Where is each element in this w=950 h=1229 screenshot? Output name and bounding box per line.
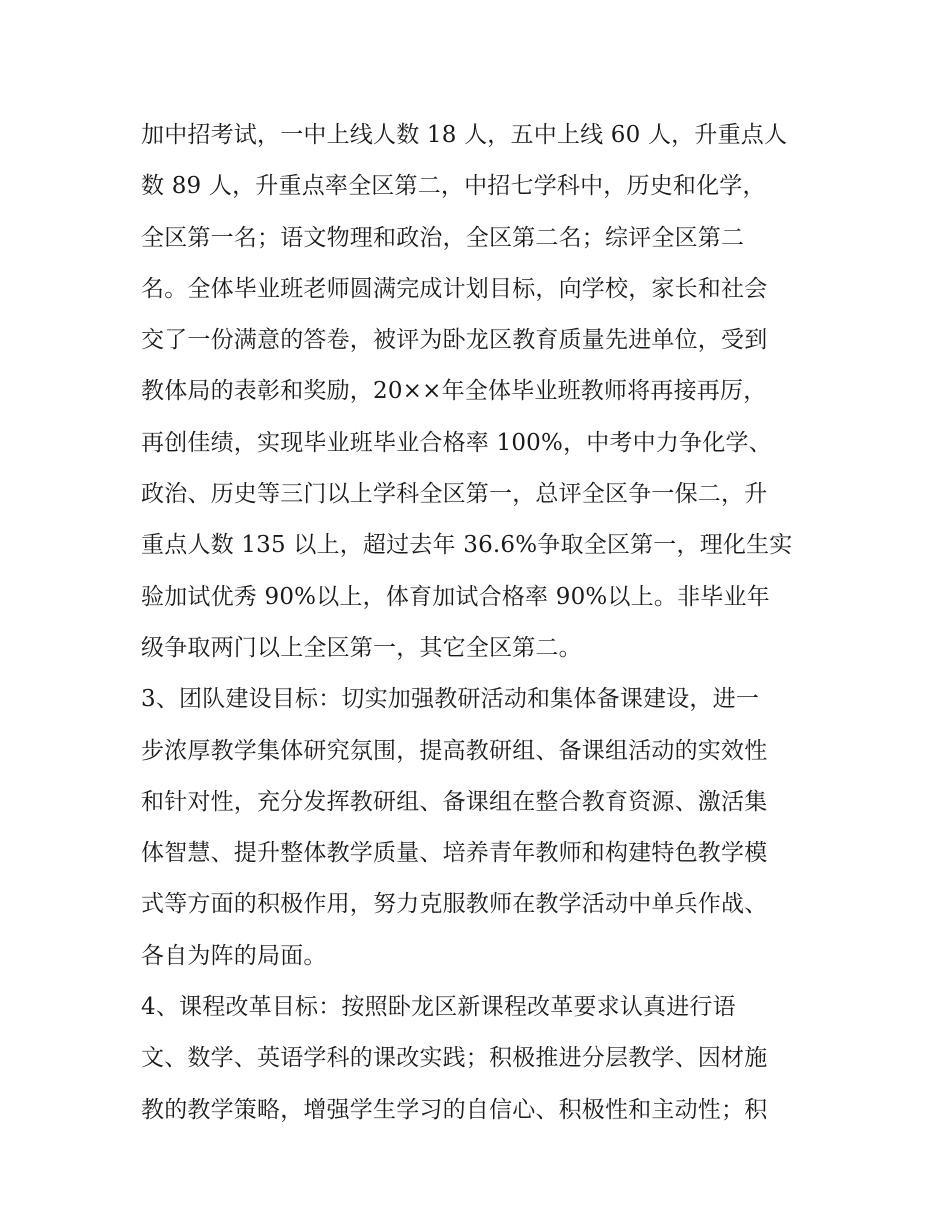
text-line: 步浓厚教学集体研究氛围，提高教研组、备课组活动的实效性 bbox=[141, 737, 768, 764]
text-line: 式等方面的积极作用，努力克服教师在教学活动中单兵作战、 bbox=[141, 891, 768, 918]
text-line: 验加试优秀 90%以上，体育加试合格率 90%以上。非毕业年 bbox=[141, 583, 770, 610]
text-line: 3、团队建设目标：切实加强教研活动和集体备课建设，进一 bbox=[141, 686, 760, 713]
text-line: 和针对性，充分发挥教研组、备课组在整合教育资源、激活集 bbox=[141, 788, 768, 815]
text-line: 交了一份满意的答卷，被评为卧龙区教育质量先进单位，受到 bbox=[141, 327, 768, 354]
text-line: 4、课程改革目标：按照卧龙区新课程改革要求认真进行语 bbox=[141, 994, 736, 1021]
text-line: 重点人数 135 以上，超过去年 36.6%争取全区第一，理化生实 bbox=[141, 532, 793, 559]
text-line: 政治、历史等三门以上学科全区第一，总评全区争一保二，升 bbox=[141, 481, 768, 508]
text-line: 各自为阵的局面。 bbox=[141, 942, 327, 969]
text-line: 教的教学策略，增强学生学习的自信心、积极性和主动性；积 bbox=[141, 1096, 768, 1123]
text-line: 教体局的表彰和奖励，20××年全体毕业班教师将再接再厉， bbox=[141, 378, 767, 405]
text-line: 级争取两门以上全区第一，其它全区第二。 bbox=[141, 634, 582, 661]
text-line: 全区第一名；语文物理和政治，全区第二名；综评全区第二 bbox=[141, 224, 745, 251]
body-text bbox=[141, 110, 821, 1136]
text-line: 名。全体毕业班老师圆满完成计划目标，向学校，家长和社会 bbox=[141, 275, 768, 302]
text-line: 加中招考试，一中上线人数 18 人，五中上线 60 人，升重点人 bbox=[141, 122, 788, 148]
text-line: 数 89 人，升重点率全区第二，中招七学科中，历史和化学， bbox=[141, 173, 766, 200]
text-line: 文、数学、英语学科的课改实践；积极推进分层教学、因材施 bbox=[141, 1045, 768, 1072]
text-line: 再创佳绩，实现毕业班毕业合格率 100%，中考中力争化学、 bbox=[141, 429, 772, 456]
text-line: 体智慧、提升整体教学质量、培养青年教师和构建特色教学模 bbox=[141, 840, 768, 867]
